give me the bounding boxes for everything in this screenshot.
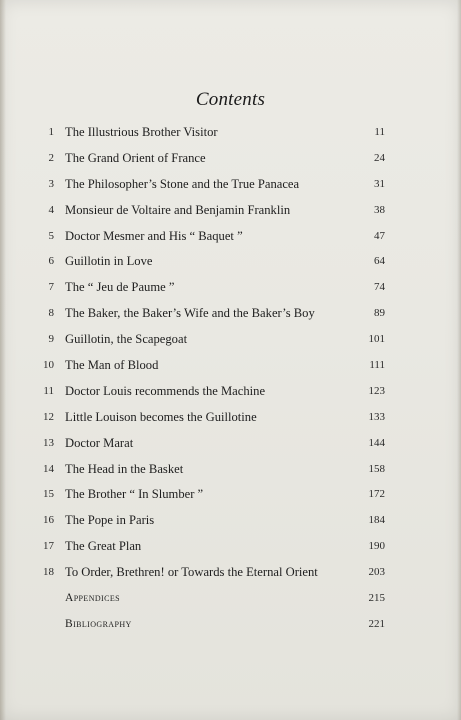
toc-entry [30, 224, 385, 250]
toc-entry [30, 482, 385, 508]
chapter-title: The Grand Orient of France [65, 150, 206, 165]
toc-entry [30, 457, 385, 483]
page-number: 215 [368, 592, 385, 605]
toc-entry [30, 146, 385, 172]
chapter-number: 12 [43, 410, 54, 423]
chapter-title: Guillotin in Love [65, 254, 153, 269]
chapter-title: The Illustrious Brother Visitor [65, 125, 218, 139]
toc-entry [30, 379, 385, 405]
chapter-number: 1 [48, 126, 54, 138]
chapter-title: The “ Jeu de Paume ” [65, 280, 175, 295]
page-number: 172 [368, 488, 385, 501]
page-number: 184 [368, 514, 385, 527]
chapter-number: 3 [48, 177, 54, 190]
chapter-number: 4 [48, 203, 54, 216]
toc-entry [30, 172, 385, 198]
chapter-title: Monsieur de Voltaire and Benjamin Franklin [65, 202, 291, 217]
page-number: 190 [368, 540, 385, 553]
chapter-number: 13 [43, 436, 54, 449]
chapter-title: To Order, Brethren! or Towards the Eternal Orient [65, 565, 318, 580]
toc-entry [30, 405, 385, 431]
chapter-title: The Brother “ In Slumber ” [65, 487, 204, 502]
toc-entry [30, 198, 385, 224]
chapter-title: Guillotin, the Scapegoat [65, 332, 188, 347]
toc-entry-bibliography [30, 612, 385, 638]
page-number: 158 [368, 462, 385, 475]
toc-entry [30, 508, 385, 534]
chapter-number: 14 [43, 462, 54, 475]
chapter-title: The Baker, the Baker’s Wife and the Baker’s Boy [65, 306, 315, 321]
chapter-number: 16 [43, 514, 54, 527]
toc-entry [30, 327, 385, 353]
chapter-number: 8 [48, 307, 54, 320]
toc-entry-appendices [30, 586, 385, 612]
page-number: 11 [374, 126, 385, 138]
chapter-number: 7 [48, 281, 54, 294]
chapter-title: The Pope in Paris [65, 513, 155, 528]
chapter-title: Doctor Louis recommends the Machine [65, 383, 266, 398]
toc-entry [30, 120, 385, 146]
page-number: 111 [369, 359, 385, 372]
toc-entry [30, 560, 385, 586]
chapter-title: Doctor Marat [65, 435, 134, 450]
chapter-title: The Head in the Basket [65, 461, 184, 476]
chapter-number: 10 [43, 359, 54, 372]
toc-entry [30, 534, 385, 560]
chapter-number: 18 [43, 566, 54, 579]
toc-entry [30, 275, 385, 301]
page-number: 144 [368, 436, 385, 449]
bibliography-label: Bibliography [65, 617, 132, 630]
toc-entry [30, 431, 385, 457]
page-number: 89 [374, 307, 385, 320]
chapter-number: 6 [48, 255, 54, 268]
page-number: 47 [374, 229, 385, 242]
chapter-title: Little Louison becomes the Guillotine [65, 409, 257, 424]
chapter-title: The Great Plan [65, 539, 142, 554]
chapter-number: 5 [48, 229, 54, 242]
chapter-number: 17 [43, 540, 54, 553]
toc-entry [30, 249, 385, 275]
chapter-title: Doctor Mesmer and His “ Baquet ” [65, 228, 243, 243]
page-number: 38 [374, 203, 385, 216]
page-number: 123 [368, 384, 385, 397]
page-number: 101 [368, 333, 385, 346]
page-number: 74 [374, 281, 385, 294]
chapter-title: The Man of Blood [65, 358, 159, 373]
page-number: 133 [368, 410, 385, 423]
page-number: 31 [374, 177, 385, 190]
chapter-number: 2 [48, 151, 54, 164]
page-number: 203 [368, 566, 385, 579]
chapter-number: 11 [43, 384, 54, 397]
chapter-title: The Philosopher’s Stone and the True Panacea [65, 176, 300, 191]
page-number: 64 [374, 255, 385, 268]
page-title: Contents [195, 89, 266, 110]
chapter-number: 15 [43, 488, 54, 501]
chapter-number: 9 [48, 333, 54, 346]
page-number: 221 [368, 617, 385, 630]
toc-entry [30, 301, 385, 327]
page-number: 24 [374, 151, 385, 164]
appendices-label: Appendices [65, 592, 120, 605]
table-of-contents [30, 120, 385, 638]
toc-entry [30, 353, 385, 379]
